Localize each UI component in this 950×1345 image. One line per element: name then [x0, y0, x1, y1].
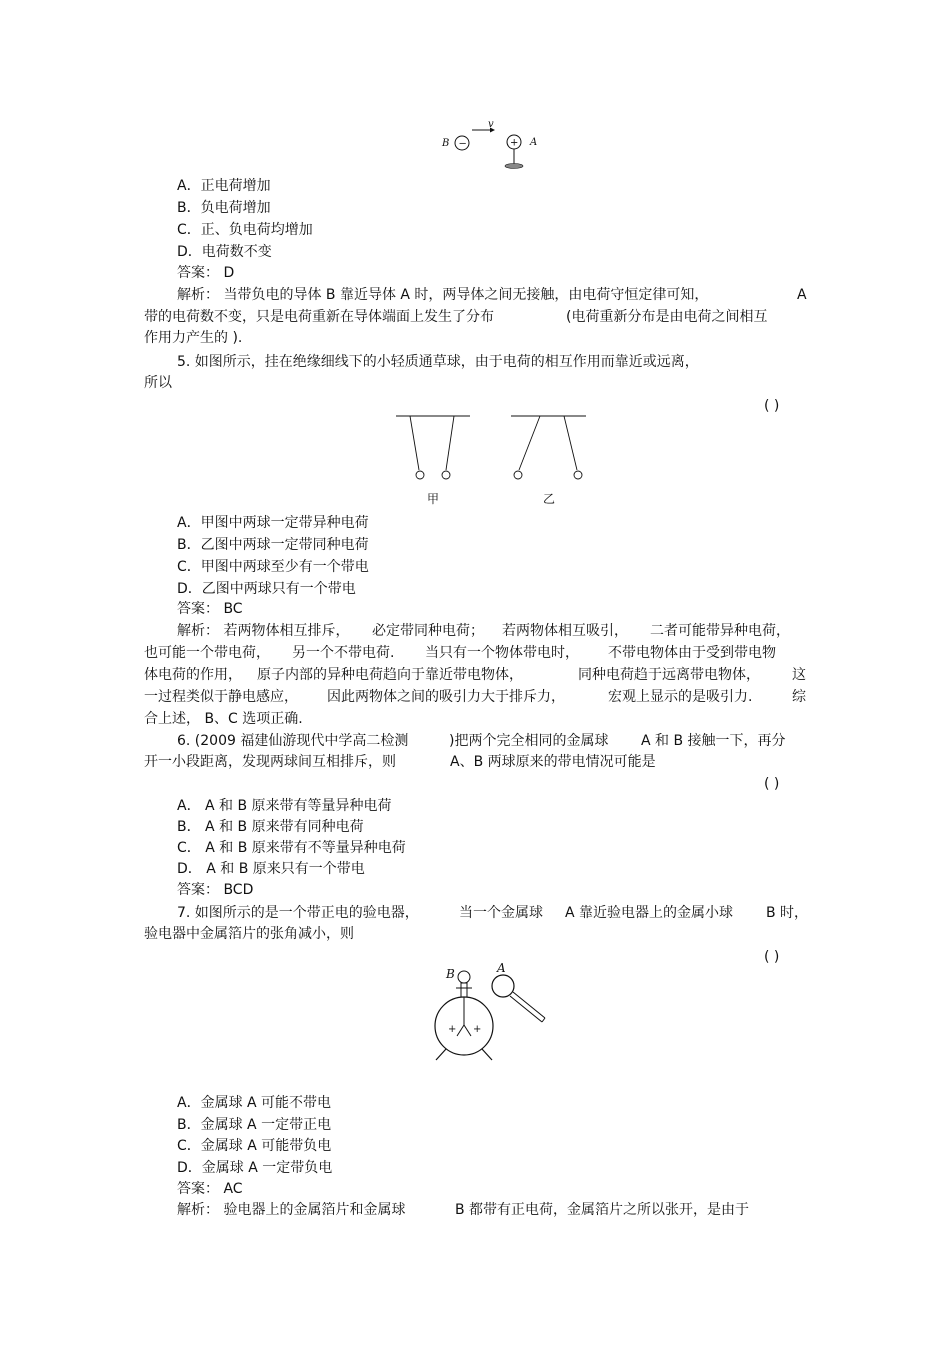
q5-analysis-1c: 若两物体相互吸引，: [502, 623, 628, 639]
q5-analysis-3d: 这: [792, 667, 806, 683]
fig7-label-b: B: [446, 967, 455, 981]
q7-option-c: C．金属球 A 可能带负电: [177, 1138, 332, 1154]
q5-analysis-4d: 综: [792, 689, 806, 705]
q5-option-a: A．甲图中两球一定带异种电荷: [177, 515, 369, 531]
q7-analysis-b: B 都带有正电荷，金属箔片之所以张开，是由于: [455, 1202, 750, 1218]
q7-option-d: D．金属球 A 一定带负电: [177, 1160, 333, 1176]
q5-analysis-1a: 解析： 若两物体相互排斥，: [177, 623, 350, 639]
q7-option-b: B．金属球 A 一定带正电: [177, 1117, 332, 1133]
q4-option-b: B．负电荷增加: [177, 200, 271, 216]
q5-analysis-3a: 体电荷的作用，: [144, 667, 242, 683]
q6-answer: 答案： BCD: [177, 882, 254, 898]
q7-stem-2: 验电器中金属箔片的张角减小，则: [144, 926, 354, 942]
q5-stem-line-1: 5. 如图所示，挂在绝缘细线下的小轻质通草球，由于电荷的相互作用而靠近或远离，: [177, 354, 699, 370]
q4-option-c: C．正、负电荷均增加: [177, 222, 313, 238]
q5-analysis-4b: 因此两物体之间的吸引力大于排斥力，: [327, 689, 565, 705]
q5-analysis-1d: 二者可能带异种电荷，: [650, 623, 790, 639]
q7-option-a: A．金属球 A 可能不带电: [177, 1095, 332, 1111]
fig-label-yi: 乙: [543, 492, 556, 506]
q6-option-d: D． A 和 B 原来只有一个带电: [177, 861, 365, 877]
q4-answer: 答案： D: [177, 265, 235, 281]
fig-label-jia: 甲: [427, 492, 440, 506]
q6-option-b: B． A 和 B 原来带有同种电荷: [177, 819, 364, 835]
q5-option-c: C．甲图中两球至少有一个带电: [177, 559, 369, 575]
q6-stem-2b: A、B 两球原来的带电情况可能是: [450, 754, 656, 770]
q6-stem-1b: )把两个完全相同的金属球: [449, 733, 609, 749]
q7-stem-1a: 7. 如图所示的是一个带正电的验电器，: [177, 905, 419, 921]
q6-option-a: A． A 和 B 原来带有等量异种电荷: [177, 798, 392, 814]
svg-text:+: +: [510, 137, 519, 149]
q5-option-b: B．乙图中两球一定带同种电荷: [177, 537, 369, 553]
q5-analysis-3c: 同种电荷趋于远离带电物体，: [578, 667, 760, 683]
svg-text:−: −: [458, 138, 467, 150]
q6-stem-2a: 开一小段距离，发现两球间互相排斥，则: [144, 754, 396, 770]
q5-analysis-5: 合上述， B、C 选项正确.: [144, 711, 303, 727]
q5-analysis-4c: 宏观上显示的是吸引力.: [608, 689, 753, 705]
q7-answer: 答案： AC: [177, 1181, 243, 1197]
charge-figure: [438, 118, 548, 174]
q7-stem-1b: 当一个金属球: [459, 905, 543, 921]
hanging-balls-figure: [388, 408, 598, 512]
q5-answer-paren: ( ): [764, 398, 780, 414]
q6-stem-1c: A 和 B 接触一下，再分: [641, 733, 786, 749]
q5-analysis-3b: 原子内部的异种电荷趋向于靠近带电物体，: [257, 667, 523, 683]
q6-option-c: C． A 和 B 原来带有不等量异种电荷: [177, 840, 406, 856]
q5-answer: 答案： BC: [177, 601, 243, 617]
svg-text:+: +: [448, 1024, 457, 1035]
q4-analysis-line-3: 作用力产生的 ).: [144, 330, 243, 346]
q5-analysis-1b: 必定带同种电荷；: [372, 623, 484, 639]
q4-option-a: A．正电荷增加: [177, 178, 271, 194]
q4-option-d: D．电荷数不变: [177, 244, 272, 260]
q5-analysis-2c: 当只有一个物体带电时，: [425, 645, 579, 661]
q4-analysis-line-2-end: (电荷重新分布是由电荷之间相互: [566, 309, 768, 325]
q5-option-d: D．乙图中两球只有一个带电: [177, 581, 356, 597]
q6-answer-paren: ( ): [764, 776, 780, 792]
q4-analysis-line-2: 带的电荷数不变，只是电荷重新在导体端面上发生了分布: [144, 309, 494, 325]
q5-analysis-4a: 一过程类似于静电感应，: [144, 689, 298, 705]
fig1-label-b: B: [442, 138, 450, 149]
fig1-label-a: A: [530, 137, 538, 148]
q7-stem-1c: A 靠近验电器上的金属小球: [565, 905, 734, 921]
q5-analysis-2b: 另一个不带电荷.: [292, 645, 395, 661]
q5-analysis-2d: 不带电物体由于受到带电物: [608, 645, 776, 661]
electroscope-figure: [428, 962, 552, 1062]
q7-stem-1d: B 时，: [766, 905, 809, 921]
fig1-label-v: v: [488, 119, 494, 130]
q7-answer-paren: ( ): [764, 949, 780, 965]
q6-stem-1a: 6. (2009 福建仙游现代中学高二检测: [177, 733, 409, 749]
svg-text:+: +: [473, 1024, 482, 1035]
fig7-label-a: A: [497, 962, 506, 975]
q4-analysis-line-1: 解析： 当带负电的导体 B 靠近导体 A 时，两导体之间无接触，由电荷守恒定律可知，: [177, 287, 709, 303]
q5-analysis-2a: 也可能一个带电荷，: [144, 645, 270, 661]
q4-analysis-line-1-end: A: [797, 287, 807, 303]
q5-stem-line-2: 所以: [144, 375, 172, 391]
q7-analysis-a: 解析： 验电器上的金属箔片和金属球: [177, 1202, 406, 1218]
